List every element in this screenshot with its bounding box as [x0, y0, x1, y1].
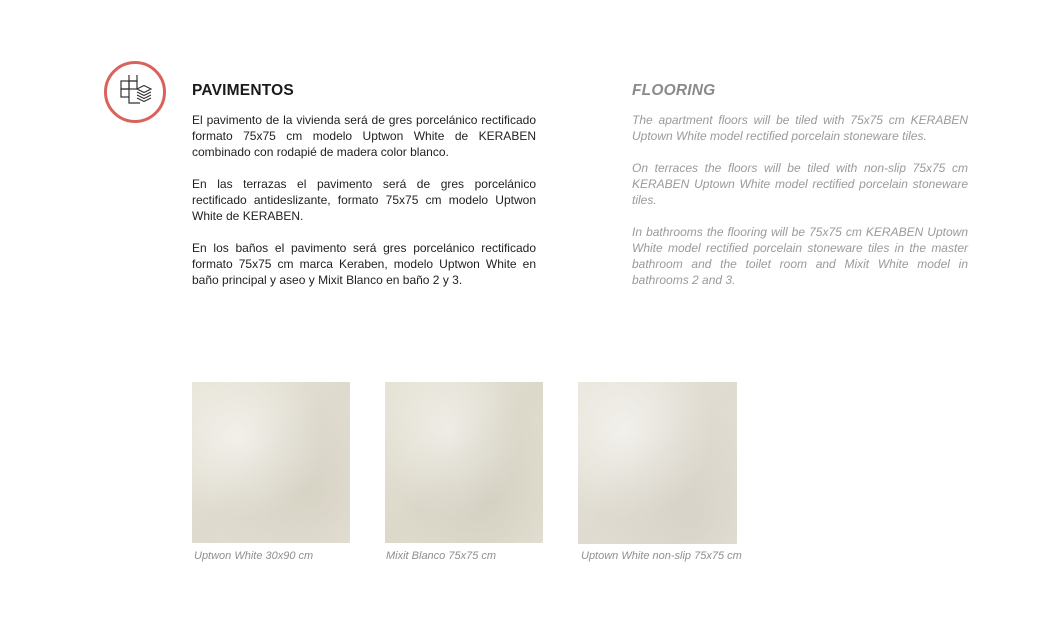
tile-swatch-uptown-white-non-slip — [578, 382, 737, 544]
spanish-paragraph: En las terrazas el pavimento será de gres porcelánico rectificado antideslizante, formato 75x75 cm modelo Uptwon White de KERABEN. — [192, 177, 536, 223]
english-heading: FLOORING — [632, 82, 716, 99]
spanish-paragraph: El pavimento de la vivienda será de gres porcelánico rectificado formato 75x75 cm modelo Uptwon White de KERABEN combinado con rodapié de madera color blanco. — [192, 113, 536, 159]
swatch-caption: Mixit Blanco 75x75 cm — [386, 550, 497, 562]
floor-tiles-icon — [118, 75, 152, 109]
swatch-caption: Uptown White non-slip 75x75 cm — [581, 550, 742, 562]
flooring-badge — [104, 61, 166, 123]
tile-swatch-uptwon-white — [192, 382, 350, 543]
english-section — [632, 82, 968, 304]
english-paragraph: On terraces the floors will be tiled with non-slip 75x75 cm KERABEN Uptown White model rectified porcelain stoneware tiles. — [632, 161, 968, 207]
spanish-paragraph: En los baños el pavimento será gres porcelánico rectificado formato 75x75 cm marca Keraben, modelo Uptwon White en baño principal y aseo y Mixit Blanco en baño 2 y 3. — [192, 241, 536, 287]
spanish-section — [192, 82, 536, 304]
english-paragraph: The apartment floors will be tiled with 75x75 cm KERABEN Uptown White model rectified porcelain stoneware tiles. — [632, 113, 968, 143]
swatch-caption: Uptwon White 30x90 cm — [194, 550, 314, 562]
english-paragraph: In bathrooms the flooring will be 75x75 cm KERABEN Uptown White model rectified porcelain stoneware tiles in the master bathroom and the toilet room and Mixit White model in bathrooms 2 and 3. — [632, 225, 968, 287]
spanish-heading: PAVIMENTOS — [192, 82, 294, 99]
tile-swatch-mixit-blanco — [385, 382, 543, 543]
